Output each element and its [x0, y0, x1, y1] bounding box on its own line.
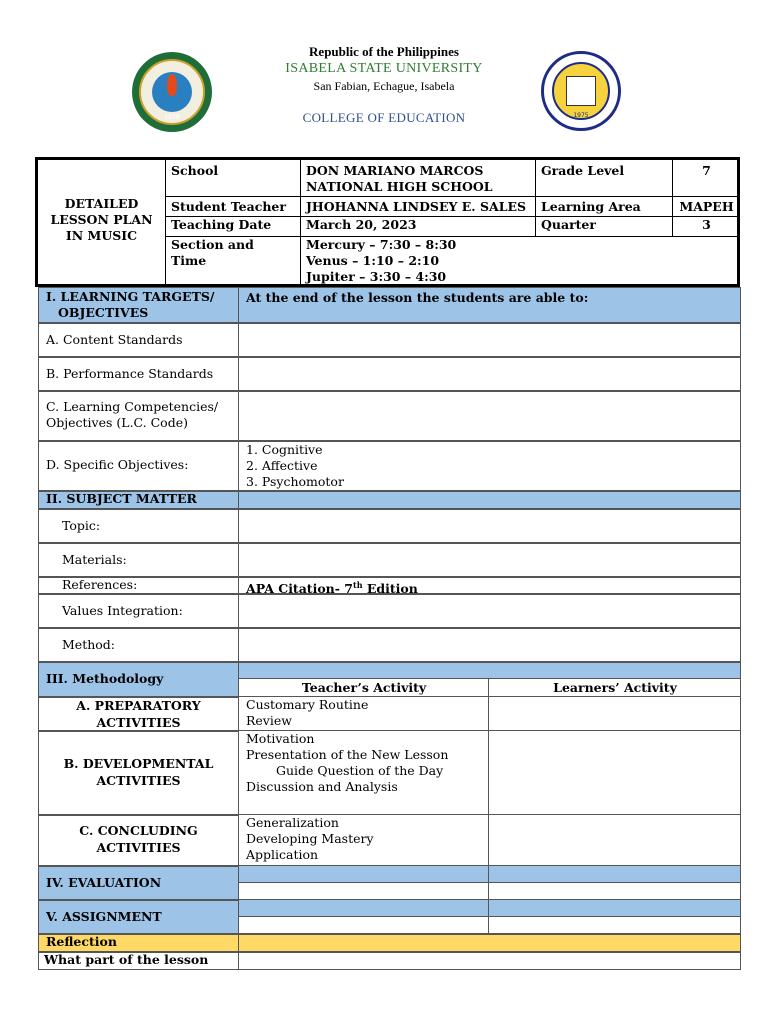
- grade-level-value: 7: [702, 163, 711, 178]
- title-line-2: LESSON PLAN: [50, 212, 153, 227]
- section-jupiter: Jupiter – 3:30 – 4:30: [306, 269, 447, 284]
- competencies-line-2: Objectives (L.C. Code): [46, 415, 188, 430]
- motivation: Motivation: [246, 731, 315, 746]
- section-label-line-2: Time: [171, 253, 207, 268]
- lesson-info-box: [35, 157, 740, 287]
- row-materials: [38, 543, 741, 577]
- row-specific-objectives: [38, 441, 741, 491]
- row-assignment: [38, 900, 741, 934]
- objective-affective: 2. Affective: [246, 458, 318, 473]
- reflection-question: What part of the lesson: [44, 952, 209, 967]
- title-line-3: IN MUSIC: [65, 228, 138, 243]
- school-value-line-2: NATIONAL HIGH SCHOOL: [306, 179, 493, 194]
- quarter-value: 3: [702, 217, 711, 232]
- university-address: San Fabian, Echague, Isabela: [313, 79, 455, 93]
- materials-label: Materials:: [62, 552, 127, 567]
- presentation-new-lesson: Presentation of the New Lesson: [246, 747, 449, 762]
- learning-area-label: Learning Area: [541, 199, 641, 214]
- teaching-date-value: March 20, 2023: [306, 217, 417, 232]
- teaching-date-label: Teaching Date: [171, 217, 272, 232]
- teachers-activity-header: Teacher’s Activity: [301, 680, 427, 695]
- grade-level-label: Grade Level: [541, 163, 625, 178]
- references-label: References:: [62, 577, 138, 592]
- values-integration-label: Values Integration:: [62, 603, 183, 618]
- reflection-heading: Reflection: [46, 934, 117, 949]
- application: Application: [246, 847, 319, 862]
- objective-cognitive: 1. Cognitive: [246, 442, 323, 457]
- row-values-integration: [38, 594, 741, 628]
- references-citation: APA Citation- 7: [246, 581, 353, 597]
- student-teacher-label: Student Teacher: [171, 199, 286, 214]
- objective-psychomotor: 3. Psychomotor: [246, 474, 344, 489]
- university-name: ISABELA STATE UNIVERSITY: [285, 61, 483, 76]
- row-references: [38, 577, 741, 597]
- guide-question: Guide Question of the Day: [276, 763, 444, 778]
- row-topic: [38, 509, 741, 543]
- concluding-line-1: C. CONCLUDING: [79, 823, 198, 838]
- college-name: COLLEGE OF EDUCATION: [302, 110, 466, 125]
- republic-line: Republic of the Philippines: [309, 44, 459, 59]
- discussion-analysis: Discussion and Analysis: [246, 779, 398, 794]
- performance-standards-label: B. Performance Standards: [46, 366, 214, 381]
- topic-label: Topic:: [62, 518, 101, 533]
- row-performance-standards: [38, 357, 741, 391]
- learning-targets-line-1: I. LEARNING TARGETS/: [46, 289, 215, 304]
- developmental-line-2: ACTIVITIES: [96, 773, 181, 788]
- section-time-label: [171, 237, 254, 269]
- preparatory-line-2: ACTIVITIES: [96, 715, 181, 730]
- learning-targets-note: At the end of the lesson the students are able to:: [246, 290, 589, 305]
- student-teacher-value: JHOHANNA LINDSEY E. SALES: [306, 199, 527, 214]
- section-time-values: [306, 237, 456, 285]
- lesson-plan-title: [38, 196, 165, 244]
- references-sup: th: [353, 580, 363, 590]
- evaluation-heading: IV. EVALUATION: [46, 875, 162, 890]
- dmmnhs-seal-year: 1975: [573, 112, 589, 119]
- methodology-heading: III. Methodology: [46, 671, 164, 686]
- customary-routine: Customary Routine: [246, 697, 369, 712]
- objectives-list: [246, 442, 344, 490]
- title-line-1: DETAILED: [64, 196, 139, 211]
- specific-objectives-label: D. Specific Objectives:: [46, 457, 189, 472]
- preparatory-line-1: A. PREPARATORY: [76, 698, 201, 713]
- row-reflection: [38, 934, 741, 952]
- method-label: Method:: [62, 637, 116, 652]
- competencies-line-1: C. Learning Competencies/: [46, 399, 219, 414]
- row-content-standards: [38, 323, 741, 357]
- generalization: Generalization: [246, 815, 339, 830]
- competencies-label: [46, 399, 218, 431]
- quarter-label: Quarter: [541, 217, 596, 232]
- preparatory-label: [38, 697, 239, 731]
- school-label: School: [171, 163, 219, 178]
- review: Review: [246, 713, 292, 728]
- learning-targets-line-2: OBJECTIVES: [58, 305, 149, 320]
- concluding-label: [38, 822, 239, 856]
- row-reflection-question: [38, 952, 741, 970]
- developmental-line-1: B. DEVELOPMENTAL: [63, 756, 214, 771]
- row-methodology: [38, 662, 741, 697]
- row-preparatory: [38, 697, 741, 731]
- section-mercury: Mercury – 7:30 – 8:30: [306, 237, 457, 252]
- developmental-label: [38, 755, 239, 789]
- row-learning-targets: [38, 287, 741, 323]
- row-method: [38, 628, 741, 662]
- references-suffix: Edition: [362, 581, 418, 597]
- developmental-items: [246, 731, 448, 795]
- row-competencies: [38, 391, 741, 441]
- row-developmental: [38, 731, 741, 815]
- learners-activity-header: Learners’ Activity: [553, 680, 677, 695]
- section-label-line-1: Section and: [171, 237, 254, 252]
- section-venus: Venus – 1:10 – 2:10: [306, 253, 440, 268]
- learning-area-value: MAPEH: [679, 199, 734, 214]
- row-concluding: [38, 815, 741, 866]
- content-standards-label: A. Content Standards: [46, 332, 183, 347]
- row-subject-matter: [38, 491, 741, 509]
- concluding-items: [246, 815, 374, 863]
- subject-matter-heading: II. SUBJECT MATTER: [46, 491, 197, 506]
- row-evaluation: [38, 866, 741, 900]
- learning-targets-heading: [46, 289, 214, 321]
- school-value-line-1: DON MARIANO MARCOS: [306, 163, 484, 178]
- concluding-line-2: ACTIVITIES: [96, 840, 181, 855]
- school-value: [306, 163, 493, 195]
- preparatory-items: [246, 697, 368, 729]
- developing-mastery: Developing Mastery: [246, 831, 374, 846]
- isu-seal-year: 1978: [164, 114, 180, 121]
- assignment-heading: V. ASSIGNMENT: [46, 909, 162, 924]
